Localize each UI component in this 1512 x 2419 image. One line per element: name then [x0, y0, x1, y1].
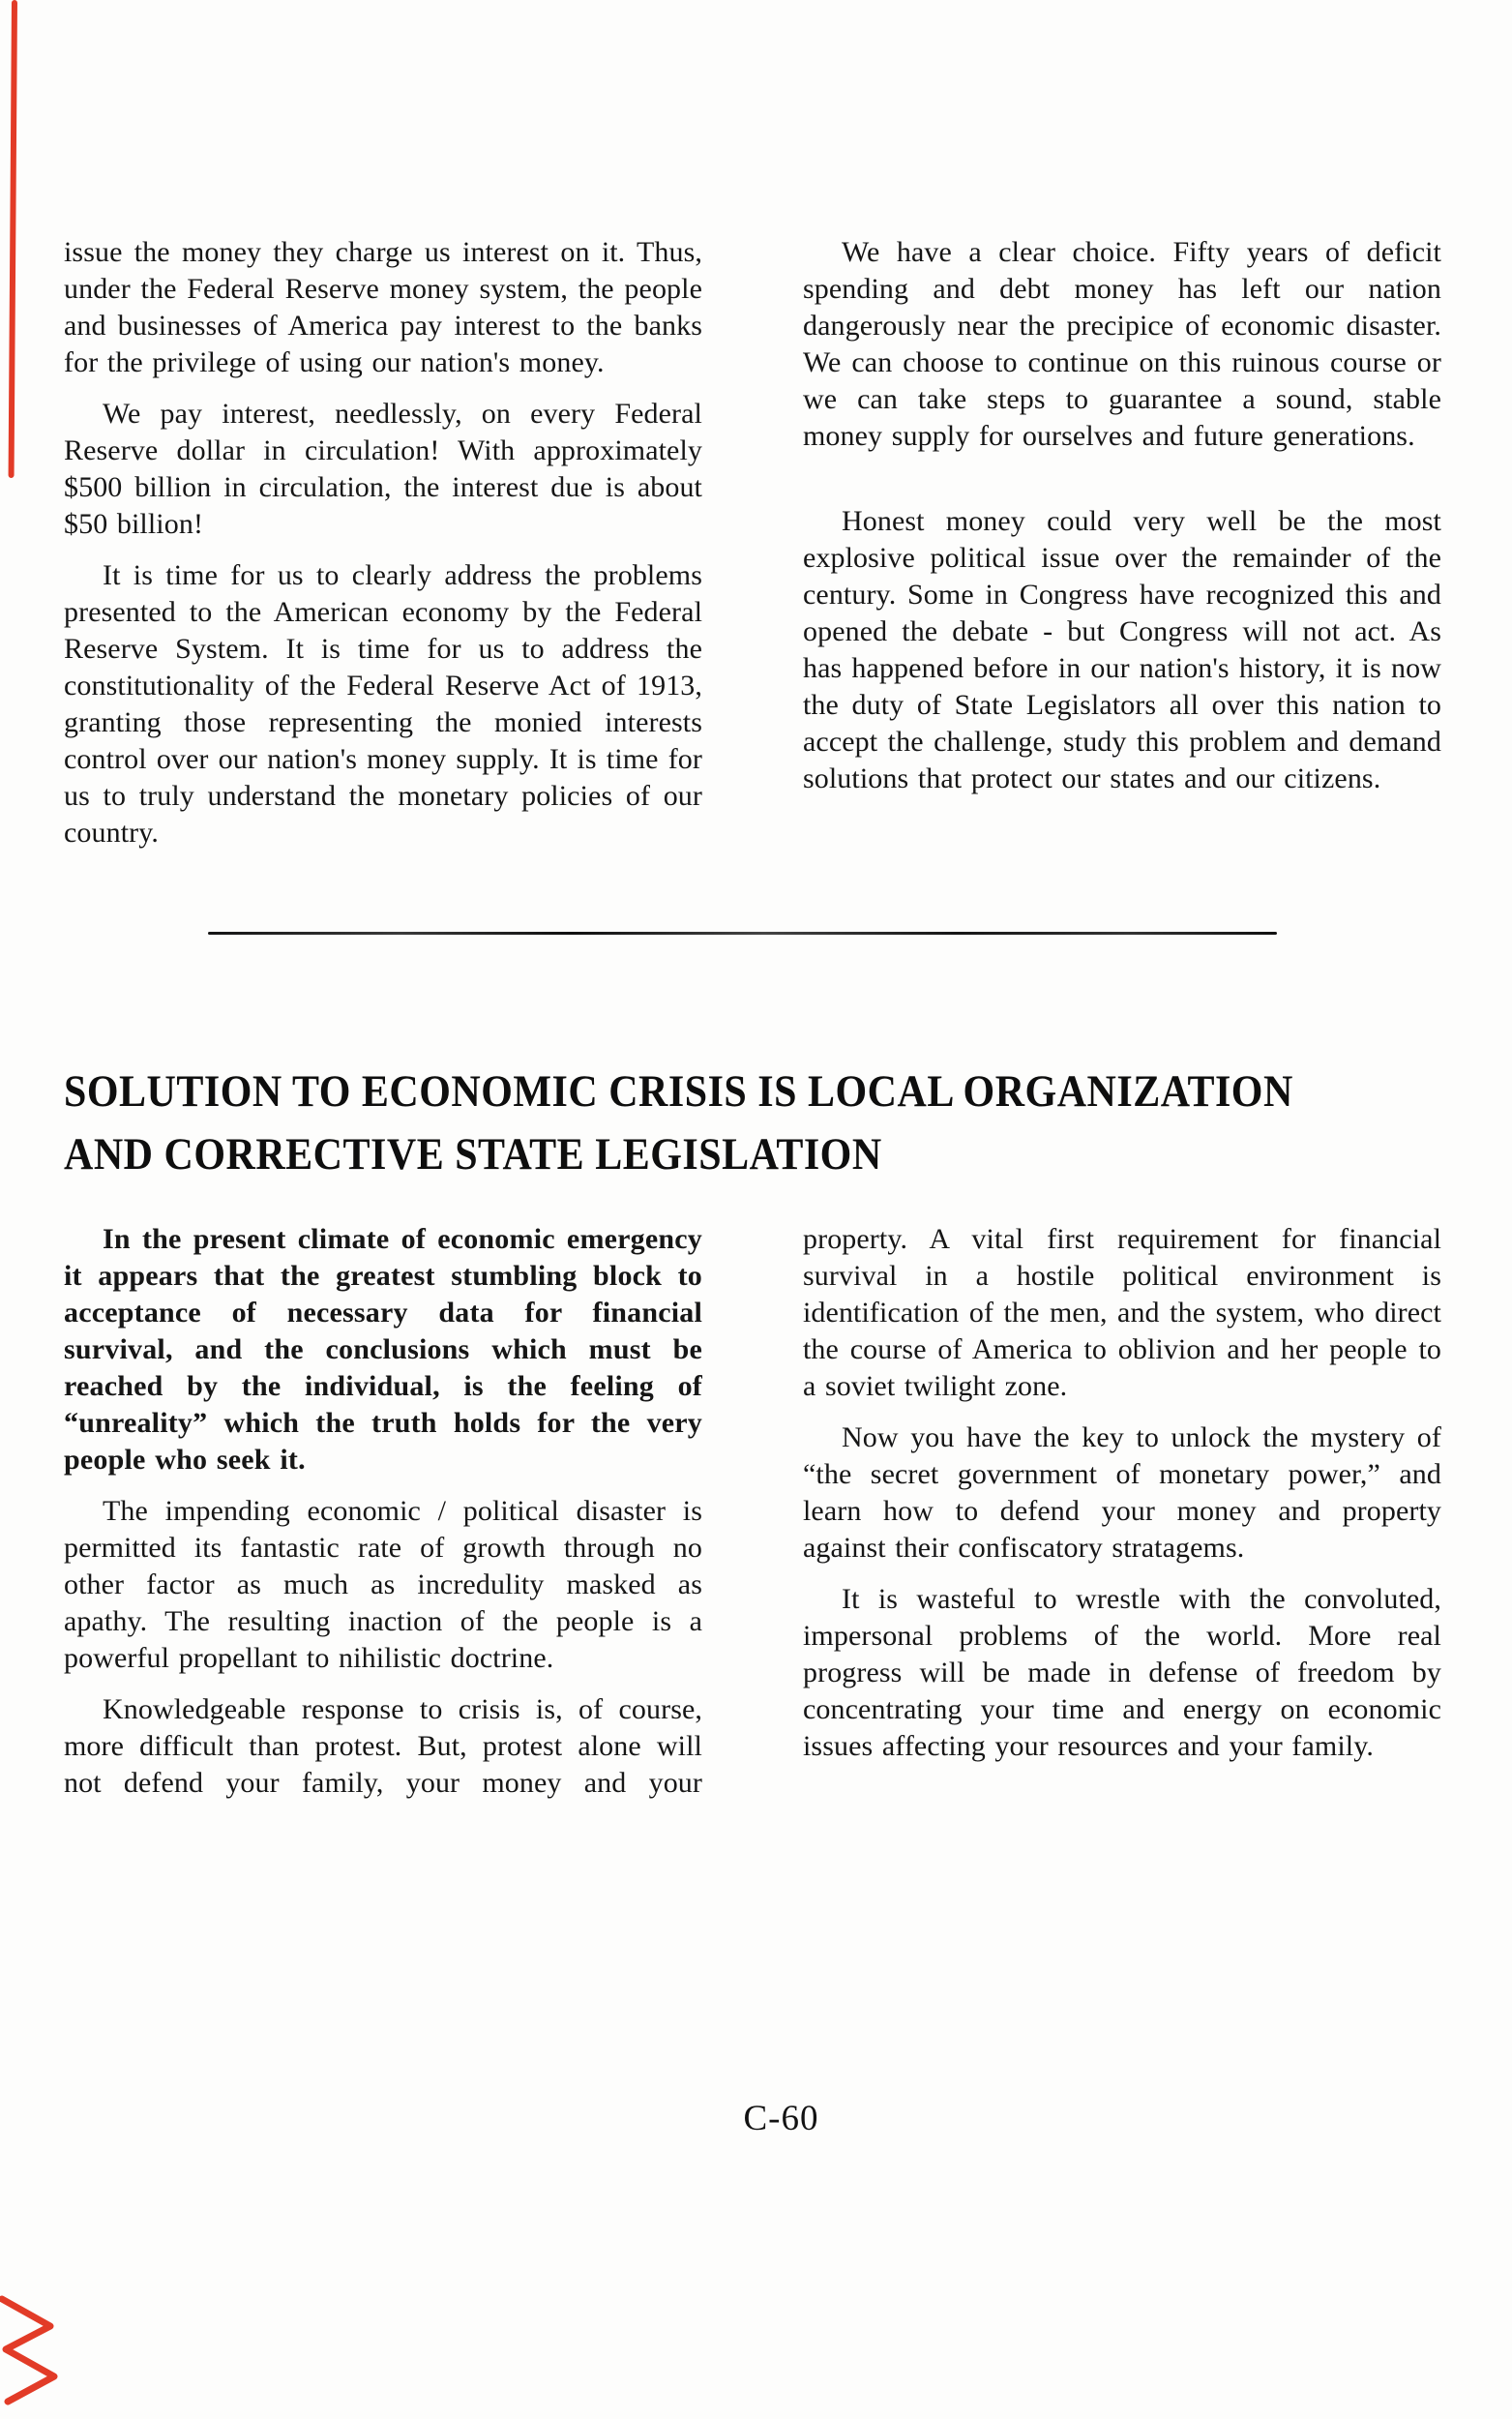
paragraph: The impending economic / political disaster is permitted its fantastic rate of growth through no other factor as much as incredulity masked as apathy. The resulting inaction of the people is a powerful propellant to nihilistic doctrine. [64, 1495, 702, 1674]
section-heading [64, 1060, 1293, 1186]
paragraph: issue the money they charge us interest on it. Thus, under the Federal Reserve money system, the people and businesses of America pay interest to the banks for the privilege of using our nation's money. [64, 236, 702, 378]
paragraph: We pay interest, needlessly, on every Federal Reserve dollar in circulation! With approximately $500 billion in circulation, the interest due is about $50 billion! [64, 398, 702, 540]
paragraph: It is wasteful to wrestle with the convoluted, impersonal problems of the world. More real progress will be made in defense of freedom by concentrating your time and energy on economic issues affecting your resources and your family. [803, 1583, 1441, 1762]
top-right-column [803, 234, 1441, 812]
red-pen-mark-bottom-left [0, 2291, 77, 2417]
red-pen-mark-top-left [9, 0, 17, 478]
page-number: C-60 [743, 2099, 819, 2138]
paragraph: Knowledgeable response to crisis is, of course, more difficult than protest. But, protest alone will not defend your family, your money and your [64, 1693, 702, 1799]
paragraph: property. A vital first requirement for financial survival in a hostile political environment is identification of the men, and the system, who direct the course of America to oblivion and her people to a soviet twilight zone. [803, 1223, 1441, 1402]
top-left-column [64, 234, 702, 866]
paragraph: Honest money could very well be the most explosive political issue over the remainder of the century. Some in Congress have recognized this and opened the debate - but Congress will not act. As has happened before in our nation's history, it is now the duty of State Legislators all over this nation to accept the challenge, study this problem and demand solutions that protect our states and our citizens. [803, 505, 1441, 794]
paragraph: Now you have the key to unlock the mystery of “the secret government of monetary power,” and learn how to defend your money and property against their confiscatory stratagems. [803, 1421, 1441, 1564]
lower-left-column [64, 1221, 702, 1816]
paragraph: We have a clear choice. Fifty years of deficit spending and debt money has left our nation dangerously near the precipice of economic disaster. We can choose to continue on this ruinous course or we can take steps to guarantee a sound, stable money supply for ourselves and future generations. [803, 236, 1441, 452]
paragraph-bold-lead: In the present climate of economic emergency it appears that the greatest stumbling block to acceptance of necessary data for financial survival, and the conclusions which must be reached by the individual, is the feeling of “unreality” which the truth holds for the very people who seek it. [64, 1223, 702, 1476]
section-heading-line2: AND CORRECTIVE STATE LEGISLATION [64, 1129, 882, 1180]
section-divider-rule [208, 932, 1277, 935]
paragraph: It is time for us to clearly address the problems presented to the American economy by the Federal Reserve System. It is time for us to address the constitutionality of the Federal Reserve Act of 1913, granting those representing the monied interests control over our nation's money supply. It is time for us to truly understand the monetary policies of our country. [64, 559, 702, 849]
lower-right-column [803, 1221, 1441, 1779]
section-heading-line1: SOLUTION TO ECONOMIC CRISIS IS LOCAL ORGANIZATION [64, 1066, 1293, 1118]
